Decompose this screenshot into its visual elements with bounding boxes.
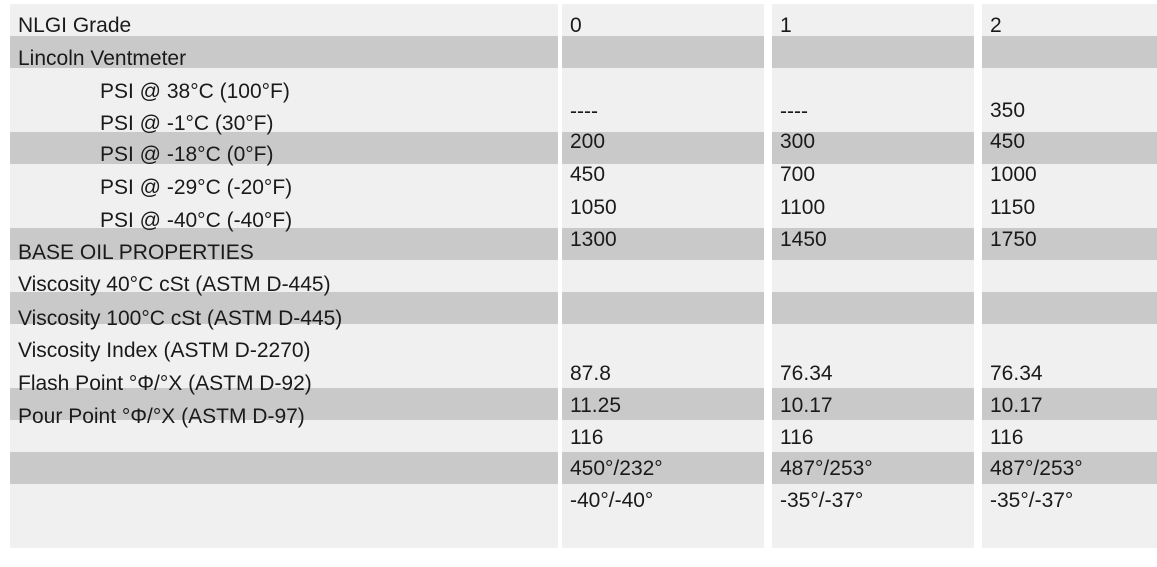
row-label: Lincoln Ventmeter (18, 47, 187, 70)
cell-value: 300 (780, 130, 816, 153)
row-label: Viscosity Index (ASTM D-2270) (18, 339, 311, 362)
cell-value: 450°/232° (570, 457, 663, 480)
value-cell (772, 324, 974, 356)
value-cell (562, 4, 764, 36)
cell-value: -35°/-37° (780, 489, 864, 512)
row-label: Flash Point °Φ/°X (ASTM D-92) (18, 372, 312, 395)
value-cell (772, 4, 974, 36)
value-cell (772, 68, 974, 100)
cell-value: -35°/-37° (990, 489, 1074, 512)
value-cell (772, 36, 974, 68)
value-cell (562, 516, 764, 548)
cell-value: 11.25 (570, 394, 621, 417)
cell-value: 450 (570, 163, 606, 186)
row-label: PSI @ -1°C (30°F) (100, 112, 274, 135)
row-band (10, 452, 558, 484)
cell-value: 76.34 (990, 362, 1043, 385)
cell-value: 1450 (780, 228, 827, 251)
cell-value: 487°/253° (990, 457, 1083, 480)
value-cell (772, 292, 974, 324)
row-band (10, 484, 558, 516)
cell-value: 1050 (570, 196, 617, 219)
value-cell (982, 36, 1157, 68)
row-label: PSI @ 38°C (100°F) (100, 80, 290, 103)
cell-value: 1100 (780, 196, 826, 219)
cell-value: 116 (570, 426, 604, 449)
cell-value: 487°/253° (780, 457, 873, 480)
cell-value: -40°/-40° (570, 489, 654, 512)
value-cell (562, 36, 764, 68)
cell-value: 450 (990, 130, 1026, 153)
row-label: PSI @ -18°C (0°F) (100, 143, 274, 166)
cell-value: 1150 (990, 196, 1036, 219)
row-band (10, 516, 558, 548)
value-cell (772, 516, 974, 548)
cell-value: 1300 (570, 228, 617, 251)
column-header: 1 (780, 14, 792, 37)
cell-value: 76.34 (780, 362, 833, 385)
cell-value: 1750 (990, 228, 1037, 251)
cell-value: 1000 (990, 163, 1037, 186)
value-cell (562, 260, 764, 292)
row-label: BASE OIL PROPERTIES (18, 241, 254, 264)
cell-value: 200 (570, 130, 606, 153)
cell-value: 10.17 (780, 394, 833, 417)
value-cell (982, 292, 1157, 324)
cell-value: 87.8 (570, 362, 611, 385)
cell-value: 116 (990, 426, 1024, 449)
value-cell (562, 68, 764, 100)
cell-value: 10.17 (990, 394, 1043, 417)
value-cell (982, 516, 1157, 548)
value-cell (982, 4, 1157, 36)
value-cell (982, 68, 1157, 100)
column-header: 2 (990, 14, 1002, 37)
value-cell (982, 260, 1157, 292)
row-label: PSI @ -40°C (-40°F) (100, 209, 293, 232)
row-label: Pour Point °Φ/°X (ASTM D-97) (18, 405, 305, 428)
value-cell (562, 324, 764, 356)
value-cell (772, 260, 974, 292)
cell-value: 350 (990, 99, 1026, 122)
column-header: 0 (570, 14, 582, 37)
row-label: NLGI Grade (18, 14, 132, 37)
cell-value: ---- (780, 100, 808, 123)
row-label: Viscosity 40°C cSt (ASTM D-445) (18, 273, 331, 296)
value-cell (982, 324, 1157, 356)
cell-value: ---- (570, 100, 598, 123)
row-label: Viscosity 100°C cSt (ASTM D-445) (18, 307, 343, 330)
cell-value: 116 (780, 426, 814, 449)
value-cell (562, 292, 764, 324)
cell-value: 700 (780, 163, 816, 186)
row-label: PSI @ -29°C (-20°F) (100, 176, 293, 199)
